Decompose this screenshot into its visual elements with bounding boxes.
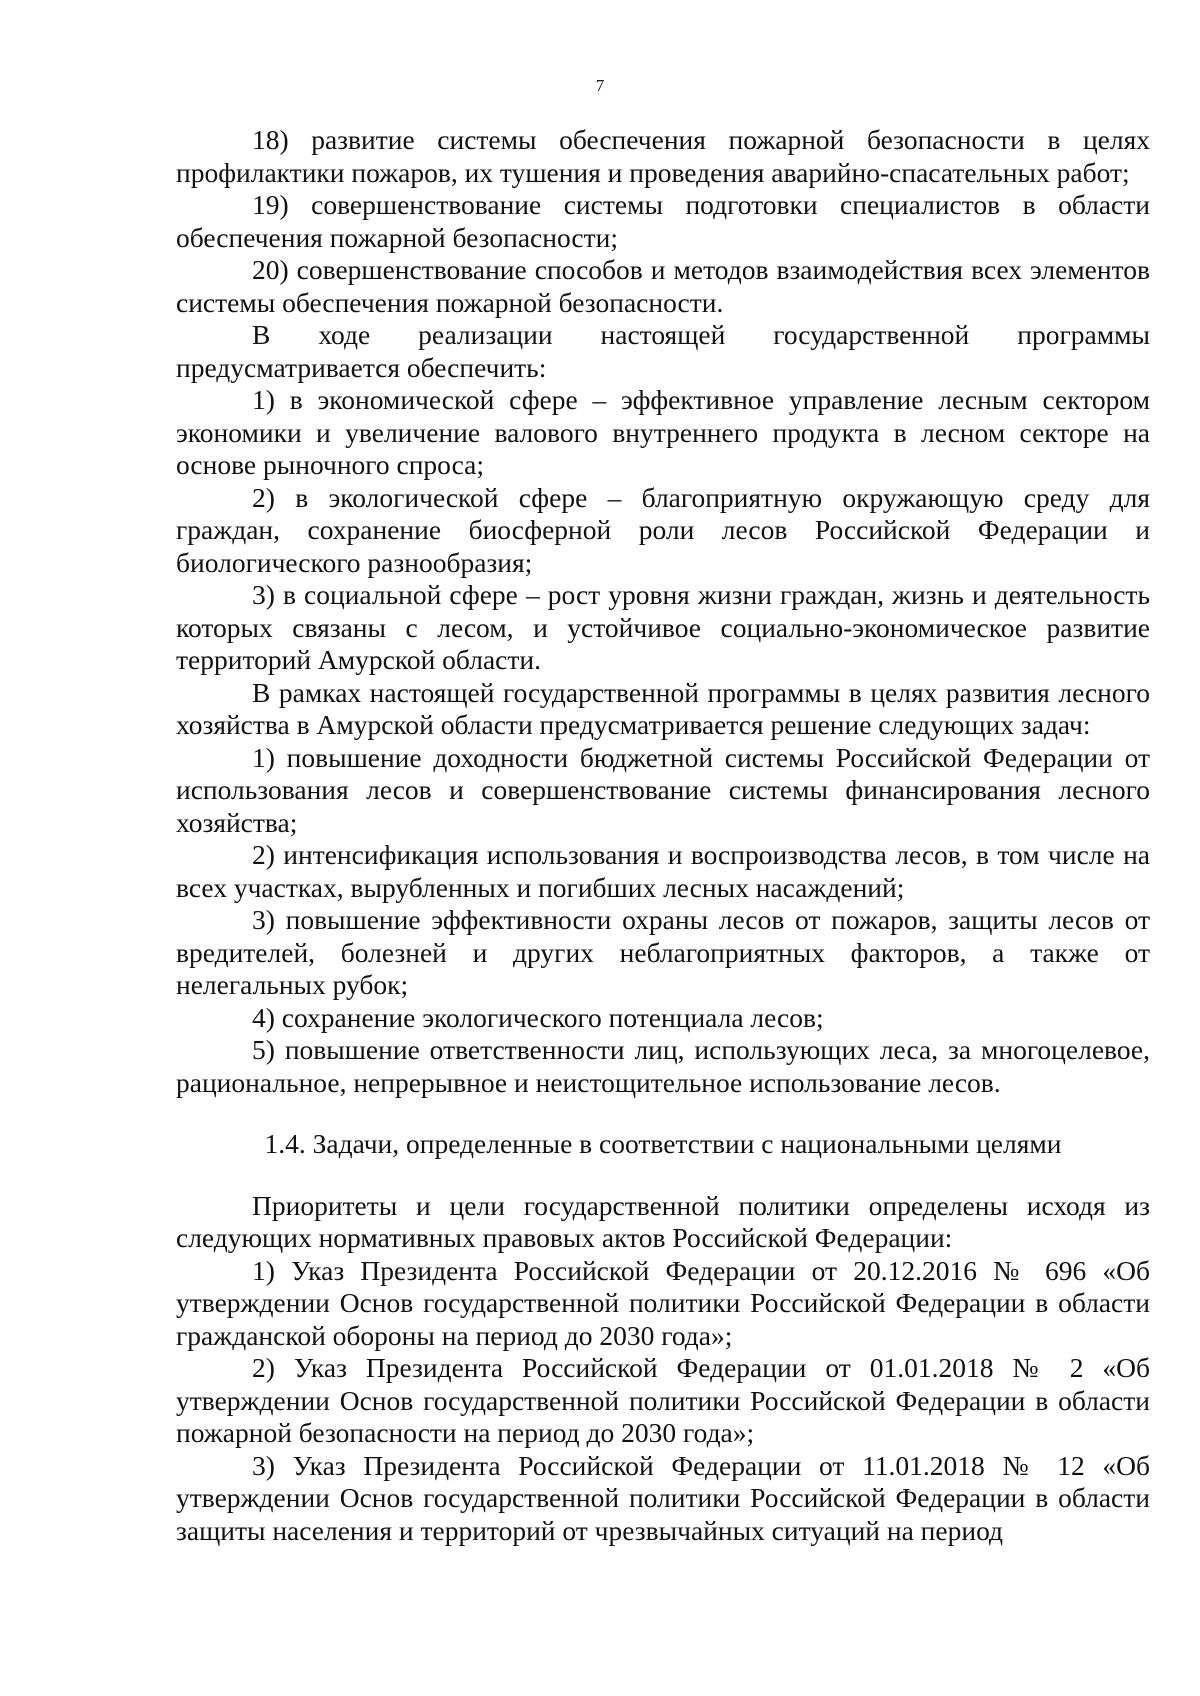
list-item-18: 18) развитие системы обеспечения пожарной безопасности в целях профилактики пожаров, их тушения и проведения аварийно-спасательных работ; xyxy=(176,124,1150,188)
list-item-task-1: 1) повышение доходности бюджетной системы Российской Федерации от использования лесов и совершенствование системы финансирования лесного хозяйства; xyxy=(176,741,1150,838)
list-item-social: 3) в социальной сфере – рост уровня жизни граждан, жизнь и деятельность которых связаны с лесом, и устойчивое социально-экономическое развитие территорий Амурской области. xyxy=(176,579,1150,675)
page-number: 7 xyxy=(595,76,605,95)
list-item-decree-1: 1) Указ Президента Российской Федерации от 20.12.2016 № 696 «Об утверждении Основ государственной политики Российской Федерации в области гражданской обороны на период до 2030 года»; xyxy=(176,1254,1150,1351)
list-item-task-2: 2) интенсификация использования и воспроизводства лесов, в том числе на всех участках, вырубленных и погибших лесных насаждений; xyxy=(176,839,1150,903)
list-item-task-5: 5) повышение ответственности лиц, использующих леса, за многоцелевое, рациональное, непрерывное и неистощительное использование лесов. xyxy=(176,1034,1150,1098)
list-item-ecological: 2) в экологической сфере – благоприятную окружающую среду для граждан, сохранение биосферной роли лесов Российской Федерации и биологического разнообразия; xyxy=(176,481,1150,578)
list-item-task-3: 3) повышение эффективности охраны лесов от пожаров, защиты лесов от вредителей, болезней и других неблагоприятных факторов, а также от нелегальных рубок; xyxy=(176,904,1150,1000)
list-item-20: 20) совершенствование способов и методов взаимодействия всех элементов системы обеспечения пожарной безопасности. xyxy=(176,254,1150,318)
paragraph-implementation-intro: В ходе реализации настоящей государственной программы предусматривается обеспечить: xyxy=(176,319,1150,383)
paragraph-priorities-intro: Приоритеты и цели государственной политики определены исходя из следующих нормативных правовых актов Российской Федерации: xyxy=(176,1189,1150,1253)
list-item-19: 19) совершенствование системы подготовки специалистов в области обеспечения пожарной безопасности; xyxy=(176,189,1150,253)
list-item-task-4: 4) сохранение экологического потенциала лесов; xyxy=(252,1001,824,1033)
section-heading: 1.4. Задачи, определенные в соответствии с национальными целями xyxy=(264,1128,1062,1159)
list-item-decree-2: 2) Указ Президента Российской Федерации от 01.01.2018 № 2 «Об утверждении Основ государственной политики Российской Федерации в области пожарной безопасности на период до 2030 года»; xyxy=(176,1352,1150,1448)
list-item-economic: 1) в экономической сфере – эффективное управление лесным сектором экономики и увеличение валового внутреннего продукта в лесном секторе на основе рыночного спроса; xyxy=(176,384,1150,480)
paragraph-forestry-tasks-intro: В рамках настоящей государственной программы в целях развития лесного хозяйства в Амурской области предусматривается решение следующих задач: xyxy=(176,676,1150,740)
document-body xyxy=(176,124,1150,1547)
list-item-decree-3: 3) Указ Президента Российской Федерации от 11.01.2018 № 12 «Об утверждении Основ государственной политики Российской Федерации в области защиты населения и территорий от чрезвычайных ситуаций на период xyxy=(176,1449,1150,1546)
